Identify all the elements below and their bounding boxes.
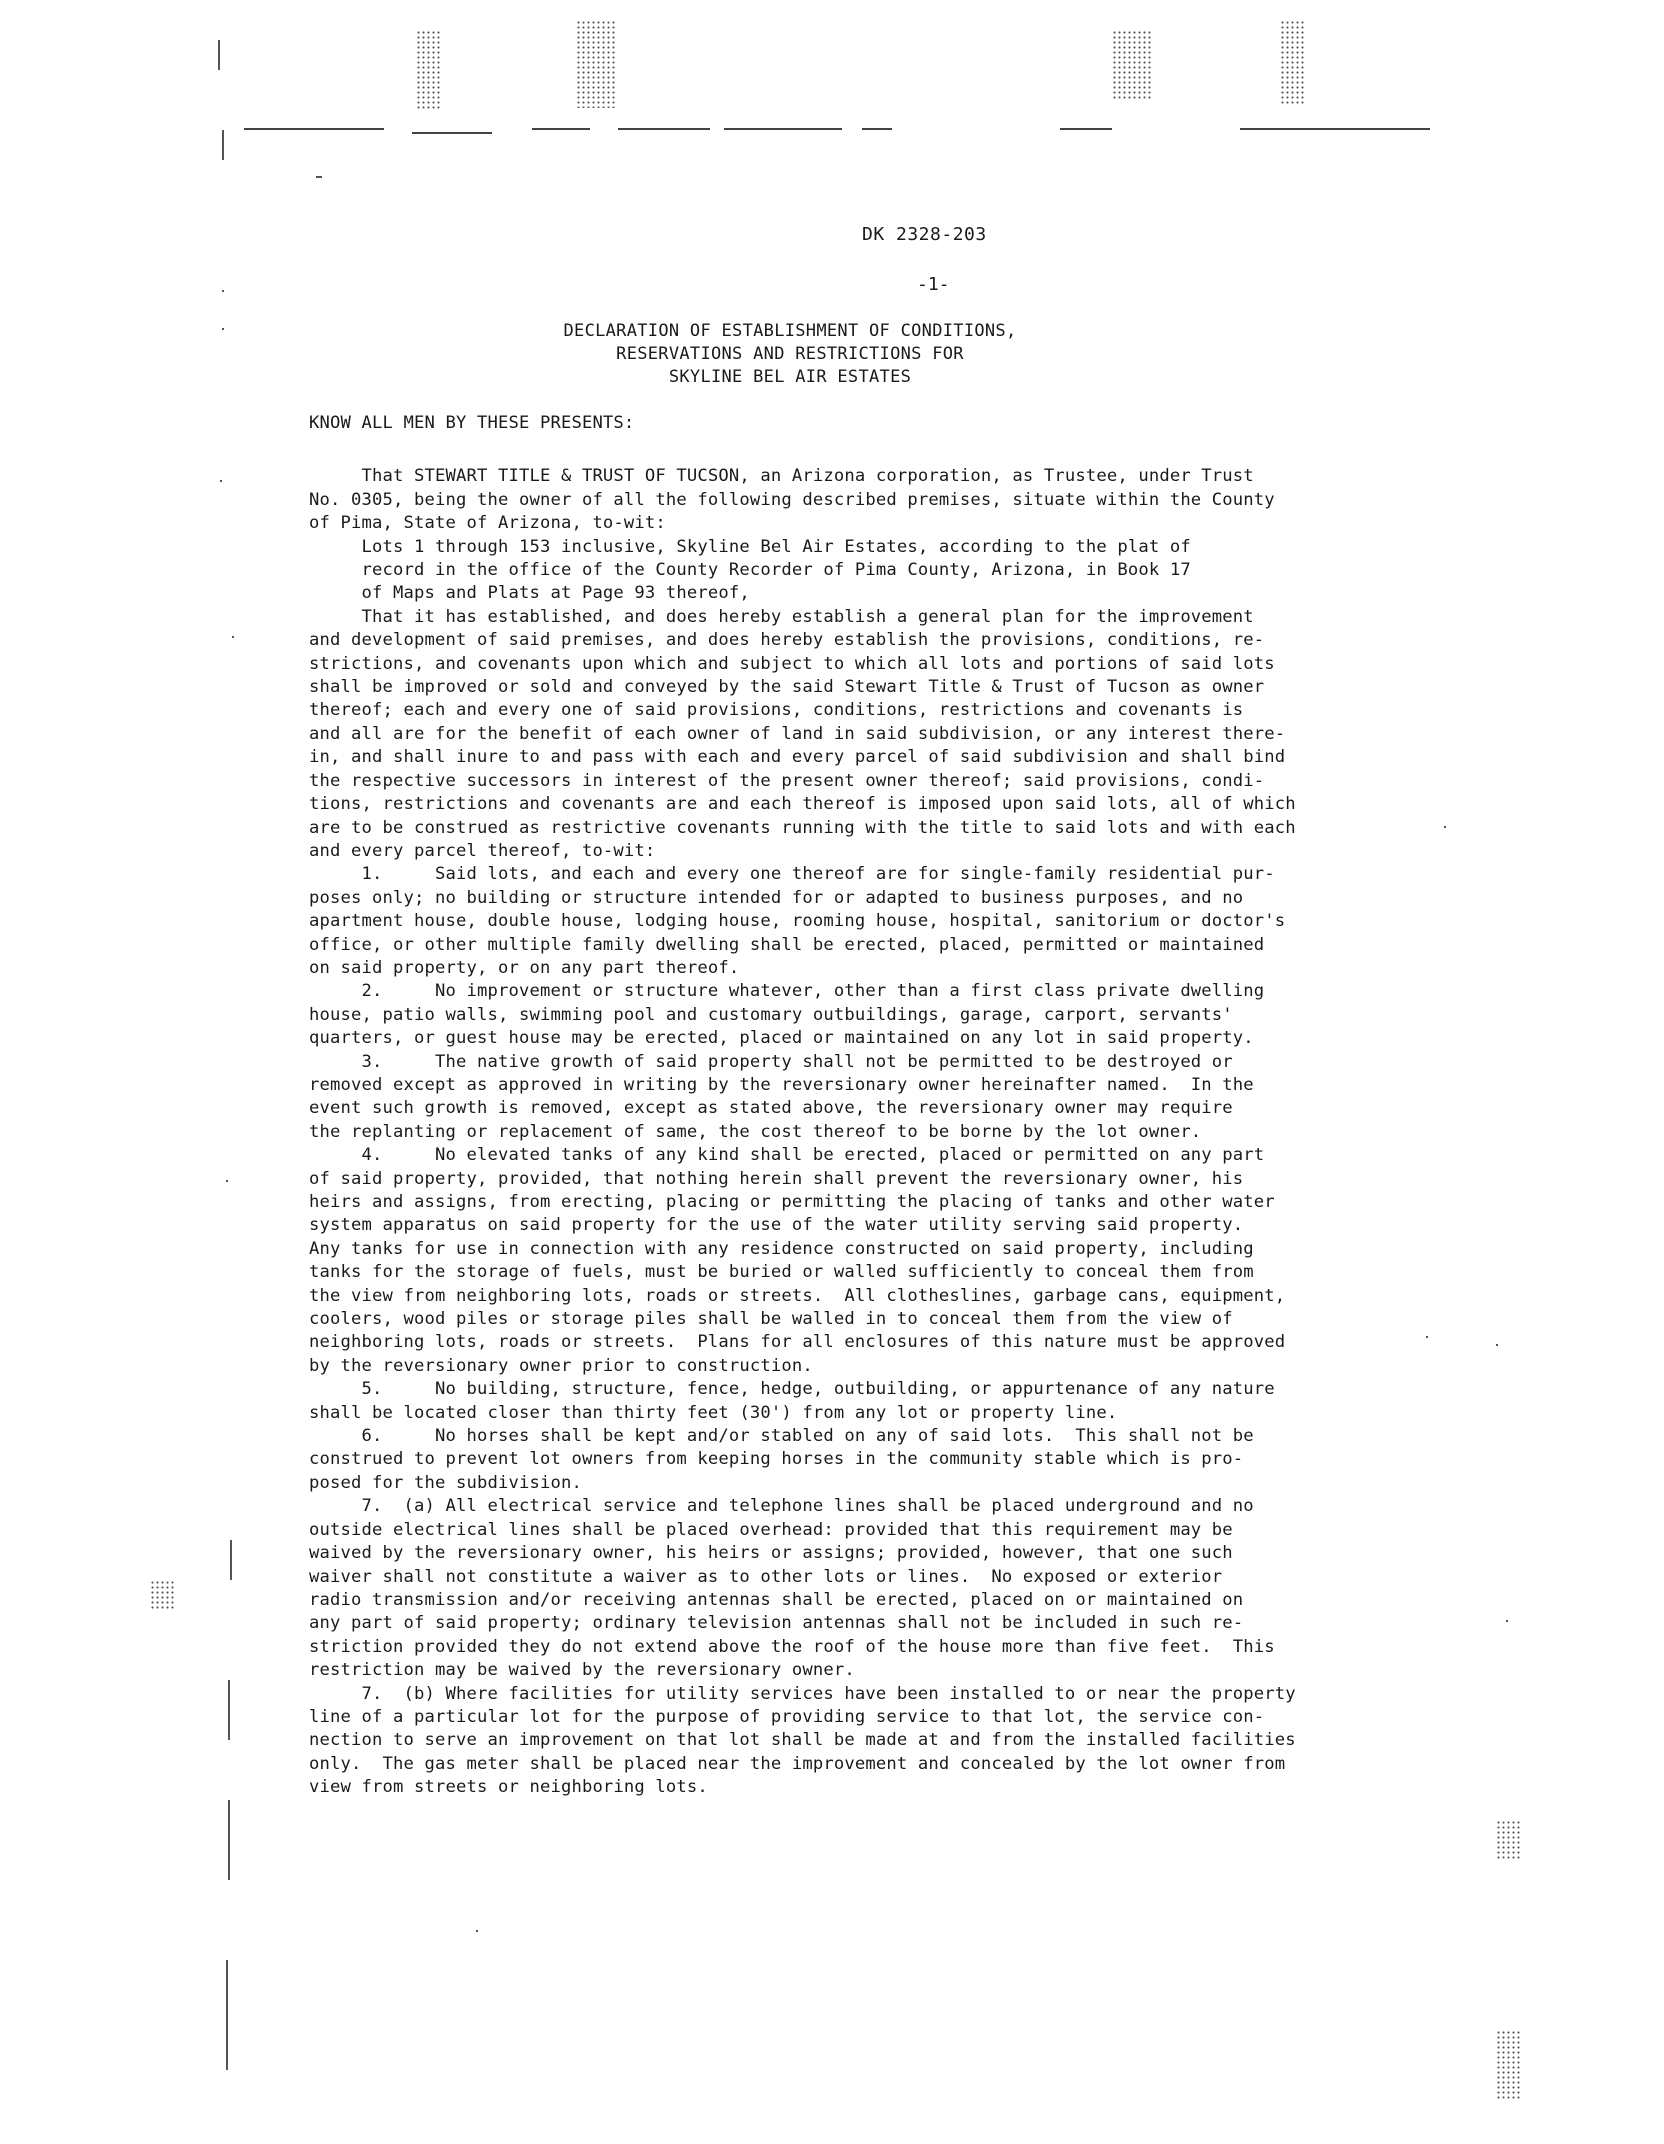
- body-line: No. 0305, being the owner of all the following described premises, situate within the County: [309, 489, 1275, 510]
- document-title: [370, 320, 1210, 389]
- scan-speck: [222, 328, 224, 330]
- scan-speck: [1444, 826, 1446, 828]
- body-line: 4. No elevated tanks of any kind shall be erected, placed or permitted on any part: [309, 1145, 1265, 1166]
- scan-noise: [1496, 1820, 1522, 1860]
- scan-edge-line: [618, 128, 710, 130]
- body-line: and development of said premises, and does hereby establish the provisions, conditions, re-: [309, 630, 1265, 651]
- title-line: RESERVATIONS AND RESTRICTIONS FOR: [616, 344, 964, 364]
- scan-speck: [228, 1800, 230, 1880]
- scan-noise: [150, 1580, 174, 1610]
- body-line: of Pima, State of Arizona, to-wit:: [309, 513, 666, 534]
- body-line: striction provided they do not extend above the roof of the house more than five feet. This: [309, 1636, 1275, 1657]
- scan-speck: [476, 1930, 478, 1932]
- page-number: -1-: [917, 274, 950, 295]
- body-line: the respective successors in interest of the present owner thereof; said provisions, condi-: [309, 770, 1265, 791]
- scan-speck: [222, 130, 224, 160]
- body-line: of Maps and Plats at Page 93 thereof,: [309, 583, 750, 604]
- body-line: radio transmission and/or receiving antennas shall be erected, placed on or maintained on: [309, 1589, 1244, 1610]
- scan-speck: [1426, 1336, 1428, 1338]
- body-line: and every parcel thereof, to-wit:: [309, 840, 656, 861]
- scan-edge-line: [532, 128, 590, 130]
- body-line: posed for the subdivision.: [309, 1472, 582, 1493]
- scan-edge-line: [1060, 128, 1112, 130]
- body-line: That STEWART TITLE & TRUST OF TUCSON, an Arizona corporation, as Trustee, under Trust: [309, 466, 1254, 487]
- body-line: apartment house, double house, lodging house, rooming house, hospital, sanitorium or doctor's: [309, 911, 1286, 932]
- body-line: shall be improved or sold and conveyed by the said Stewart Title & Trust of Tucson as owner: [309, 677, 1265, 698]
- body-line: of said property, provided, that nothing herein shall prevent the reversionary owner, his: [309, 1168, 1244, 1189]
- scan-speck: [232, 636, 234, 638]
- body-line: only. The gas meter shall be placed near the improvement and concealed by the lot owner from: [309, 1753, 1286, 1774]
- body-line: shall be located closer than thirty feet (30') from any lot or property line.: [309, 1402, 1118, 1423]
- body-line: house, patio walls, swimming pool and customary outbuildings, garage, carport, servants': [309, 1004, 1233, 1025]
- body-line: Lots 1 through 153 inclusive, Skyline Bel Air Estates, according to the plat of: [309, 536, 1191, 557]
- body-line: waiver shall not constitute a waiver as to other lots or lines. No exposed or exterior: [309, 1566, 1223, 1587]
- scan-speck: [226, 1960, 228, 2070]
- scan-edge-line: [244, 128, 384, 130]
- body-line: Any tanks for use in connection with any residence constructed on said property, including: [309, 1238, 1254, 1259]
- body-line: nection to serve an improvement on that lot shall be made at and from the installed facilities: [309, 1730, 1296, 1751]
- body-line: waived by the reversionary owner, his heirs or assigns; provided, however, that one such: [309, 1543, 1233, 1564]
- body-line: restriction may be waived by the reversionary owner.: [309, 1660, 855, 1681]
- body-line: any part of said property; ordinary television antennas shall not be included in such re-: [309, 1613, 1244, 1634]
- scan-speck: [226, 1180, 228, 1182]
- body-line: are to be construed as restrictive covenants running with the title to said lots and with each: [309, 817, 1296, 838]
- body-line: tions, restrictions and covenants are and each thereof is imposed upon said lots, all of which: [309, 794, 1296, 815]
- body-line: the view from neighboring lots, roads or streets. All clotheslines, garbage cans, equipment,: [309, 1285, 1286, 1306]
- salutation: KNOW ALL MEN BY THESE PRESENTS:: [309, 413, 635, 433]
- scan-edge-line: [862, 128, 892, 130]
- body-line: strictions, and covenants upon which and subject to which all lots and portions of said lots: [309, 653, 1275, 674]
- body-line: 5. No building, structure, fence, hedge, outbuilding, or appurtenance of any nature: [309, 1379, 1275, 1400]
- body-line: heirs and assigns, from erecting, placing or permitting the placing of tanks and other water: [309, 1192, 1275, 1212]
- body-line: poses only; no building or structure intended for or adapted to business purposes, and no: [309, 887, 1244, 908]
- scan-speck: [316, 176, 322, 178]
- body-line: the replanting or replacement of same, the cost thereof to be borne by the lot owner.: [309, 1121, 1202, 1142]
- scan-speck: [218, 40, 220, 70]
- scan-speck: [1506, 1620, 1508, 1622]
- title-line: DECLARATION OF ESTABLISHMENT OF CONDITIONS,: [563, 321, 1017, 341]
- body-line: 6. No horses shall be kept and/or stabled on any of said lots. This shall not be: [309, 1426, 1254, 1447]
- body-line: tanks for the storage of fuels, must be buried or walled sufficiently to conceal them from: [309, 1262, 1254, 1283]
- body-line: by the reversionary owner prior to construction.: [309, 1355, 813, 1376]
- scan-noise: [1112, 30, 1152, 100]
- body-line: That it has established, and does hereby establish a general plan for the improvement: [309, 606, 1254, 627]
- scan-noise: [416, 30, 442, 110]
- body-line: in, and shall inure to and pass with each and every parcel of said subdivision and shall bind: [309, 747, 1286, 768]
- body-line: 3. The native growth of said property shall not be permitted to be destroyed or: [309, 1051, 1233, 1072]
- body-line: thereof; each and every one of said provisions, conditions, restrictions and covenants is: [309, 700, 1244, 721]
- document-body: [309, 412, 1419, 1800]
- scan-edge-line: [1240, 128, 1430, 130]
- scan-noise: [576, 20, 616, 108]
- body-line: office, or other multiple family dwelling shall be erected, placed, permitted or maintained: [309, 934, 1265, 955]
- title-line: SKYLINE BEL AIR ESTATES: [668, 367, 912, 387]
- body-lines: [309, 465, 1419, 1799]
- scan-speck: [1496, 1344, 1498, 1346]
- scan-speck: [228, 1680, 230, 1740]
- scan-noise: [1280, 20, 1304, 104]
- body-line: neighboring lots, roads or streets. Plans for all enclosures of this nature must be approved: [309, 1332, 1286, 1353]
- body-line: on said property, or on any part thereof.: [309, 957, 740, 978]
- scan-noise: [1496, 2030, 1522, 2100]
- body-line: 1. Said lots, and each and every one thereof are for single-family residential pur-: [309, 864, 1275, 885]
- scan-edge-line: [412, 132, 492, 134]
- body-line: line of a particular lot for the purpose of providing service to that lot, the service con-: [309, 1706, 1265, 1727]
- body-line: 2. No improvement or structure whatever, other than a first class private dwelling: [309, 981, 1265, 1002]
- body-line: 7. (a) All electrical service and telephone lines shall be placed underground and no: [309, 1496, 1254, 1517]
- body-line: 7. (b) Where facilities for utility services have been installed to or near the property: [309, 1683, 1296, 1704]
- body-line: coolers, wood piles or storage piles shall be walled in to conceal them from the view of: [309, 1309, 1233, 1330]
- body-line: removed except as approved in writing by the reversionary owner hereinafter named. In the: [309, 1074, 1254, 1095]
- document-reference-number: DK 2328-203: [862, 224, 987, 245]
- scan-speck: [220, 480, 222, 482]
- body-line: quarters, or guest house may be erected, placed or maintained on any lot in said property.: [309, 1028, 1254, 1049]
- body-line: record in the office of the County Recorder of Pima County, Arizona, in Book 17: [309, 560, 1191, 581]
- body-line: view from streets or neighboring lots.: [309, 1777, 708, 1798]
- scan-edge-line: [724, 128, 842, 130]
- body-line: outside electrical lines shall be placed overhead: provided that this requirement may be: [309, 1519, 1233, 1540]
- scan-speck: [230, 1540, 232, 1580]
- body-line: event such growth is removed, except as stated above, the reversionary owner may require: [309, 1098, 1233, 1119]
- body-line: construed to prevent lot owners from keeping horses in the community stable which is pro-: [309, 1449, 1244, 1470]
- body-line: and all are for the benefit of each owner of land in said subdivision, or any interest there-: [309, 723, 1286, 744]
- scan-speck: [222, 290, 224, 292]
- body-line: system apparatus on said property for the use of the water utility serving said property.: [309, 1215, 1244, 1236]
